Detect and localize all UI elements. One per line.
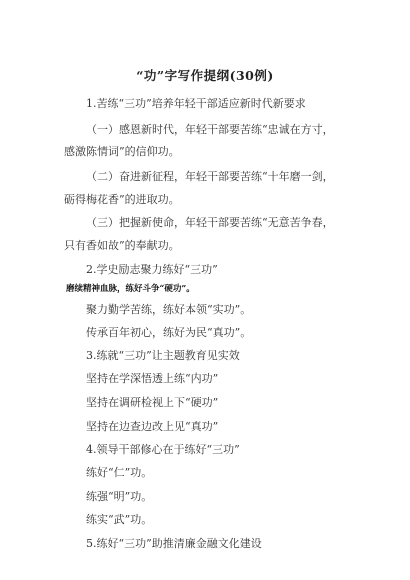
heading-5: 5.练好“三功”助推清廉金融文化建设 xyxy=(86,537,262,550)
paragraph-line: 只有香如故”的奉献功。 xyxy=(64,239,180,252)
paragraph-line: 坚持在学深悟透上练“内功” xyxy=(86,372,219,385)
paragraph-line: 练实“武”功。 xyxy=(86,513,153,526)
paragraph-line: 砺得梅花香”的进取功。 xyxy=(64,193,180,206)
paragraph-line: 聚力勤学苦练，练好本领“实功”。 xyxy=(86,303,252,316)
paragraph-line: 坚持在调研检视上下“硬功” xyxy=(86,396,219,409)
paragraph-line: （三）把握新使命，年轻干部要苦练“无意苦争春， xyxy=(86,216,334,229)
paragraph-line: 坚持在边查边改上见“真功” xyxy=(86,420,219,433)
paragraph-line: 感激陈情词”的信仰功。 xyxy=(64,145,180,158)
bold-paragraph-line: 磨续精神血脉，练好斗争“硬功”。 xyxy=(66,284,195,294)
paragraph-line: （二）奋进新征程，年轻干部要苦练“十年磨一剑， xyxy=(86,170,334,183)
heading-3: 3.练就“三功”让主题教育见实效 xyxy=(86,349,240,362)
paragraph-line: 练好“仁”功。 xyxy=(86,466,153,479)
paragraph-line: 传承百年初心，练好为民“真功”。 xyxy=(86,326,252,339)
document-title: “功”字写作提纲(30例) xyxy=(136,68,274,83)
heading-4: 4.领导干部修心在于练好“三功” xyxy=(86,443,240,456)
heading-2: 2.学史励志聚力练好“三功” xyxy=(86,263,218,276)
heading-1: 1.苦练“三功”培养年轻干部适应新时代新要求 xyxy=(86,97,306,110)
paragraph-line: （一）感恩新时代，年轻干部要苦练“忠诚在方寸， xyxy=(86,123,334,136)
paragraph-line: 练强“明”功。 xyxy=(86,490,153,503)
